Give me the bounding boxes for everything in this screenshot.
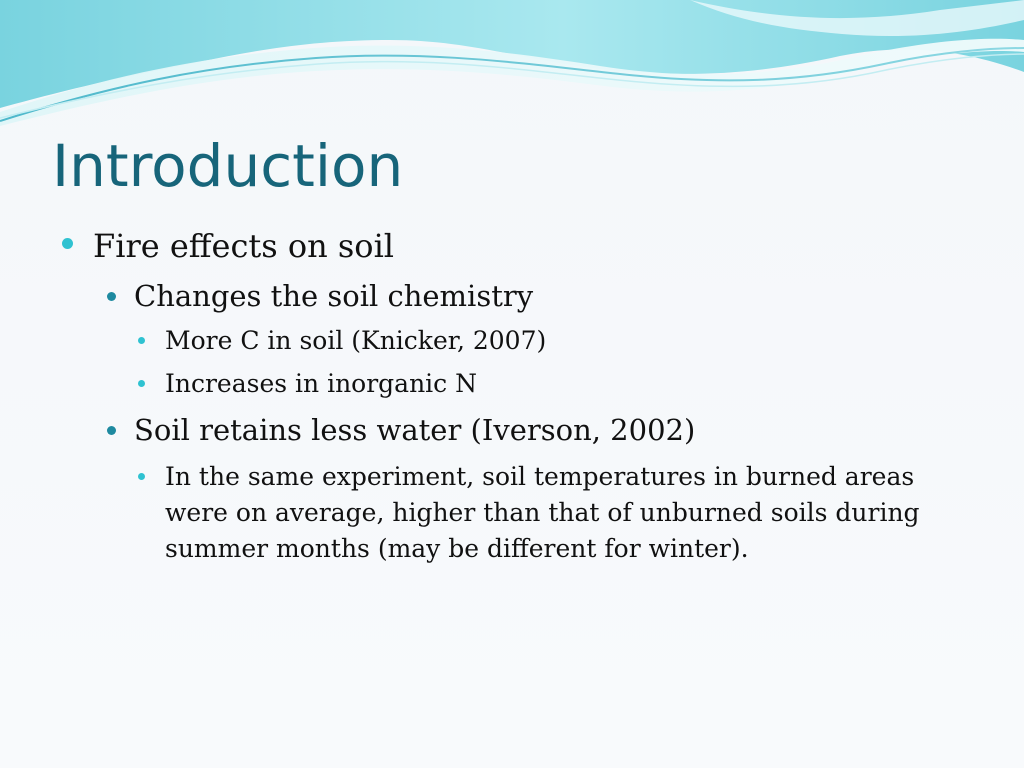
bullet-text: More C in soil (Knicker, 2007) [165,326,547,355]
bullet-marker-icon [138,473,145,480]
bullet-text-line-2: were on average, higher than that of unburned soils during [165,498,920,527]
bullet-text: Soil retains less water (Iverson, 2002) [134,413,696,447]
bullet-text-line-3: summer months (may be different for winter). [165,534,749,563]
bullet-text: Increases in inorganic N [165,369,477,398]
bullet-text-line-1: In the same experiment, soil temperatures in burned areas [165,462,915,491]
slide-title: Introduction [52,132,404,200]
bullet-text: Fire effects on soil [93,227,395,265]
bullet-marker-icon [62,238,73,249]
bullet-marker-icon [107,426,116,435]
bullet-text: Changes the soil chemistry [134,279,534,313]
bullet-marker-icon [138,380,145,387]
bullet-marker-icon [107,292,116,301]
bullet-marker-icon [138,337,145,344]
